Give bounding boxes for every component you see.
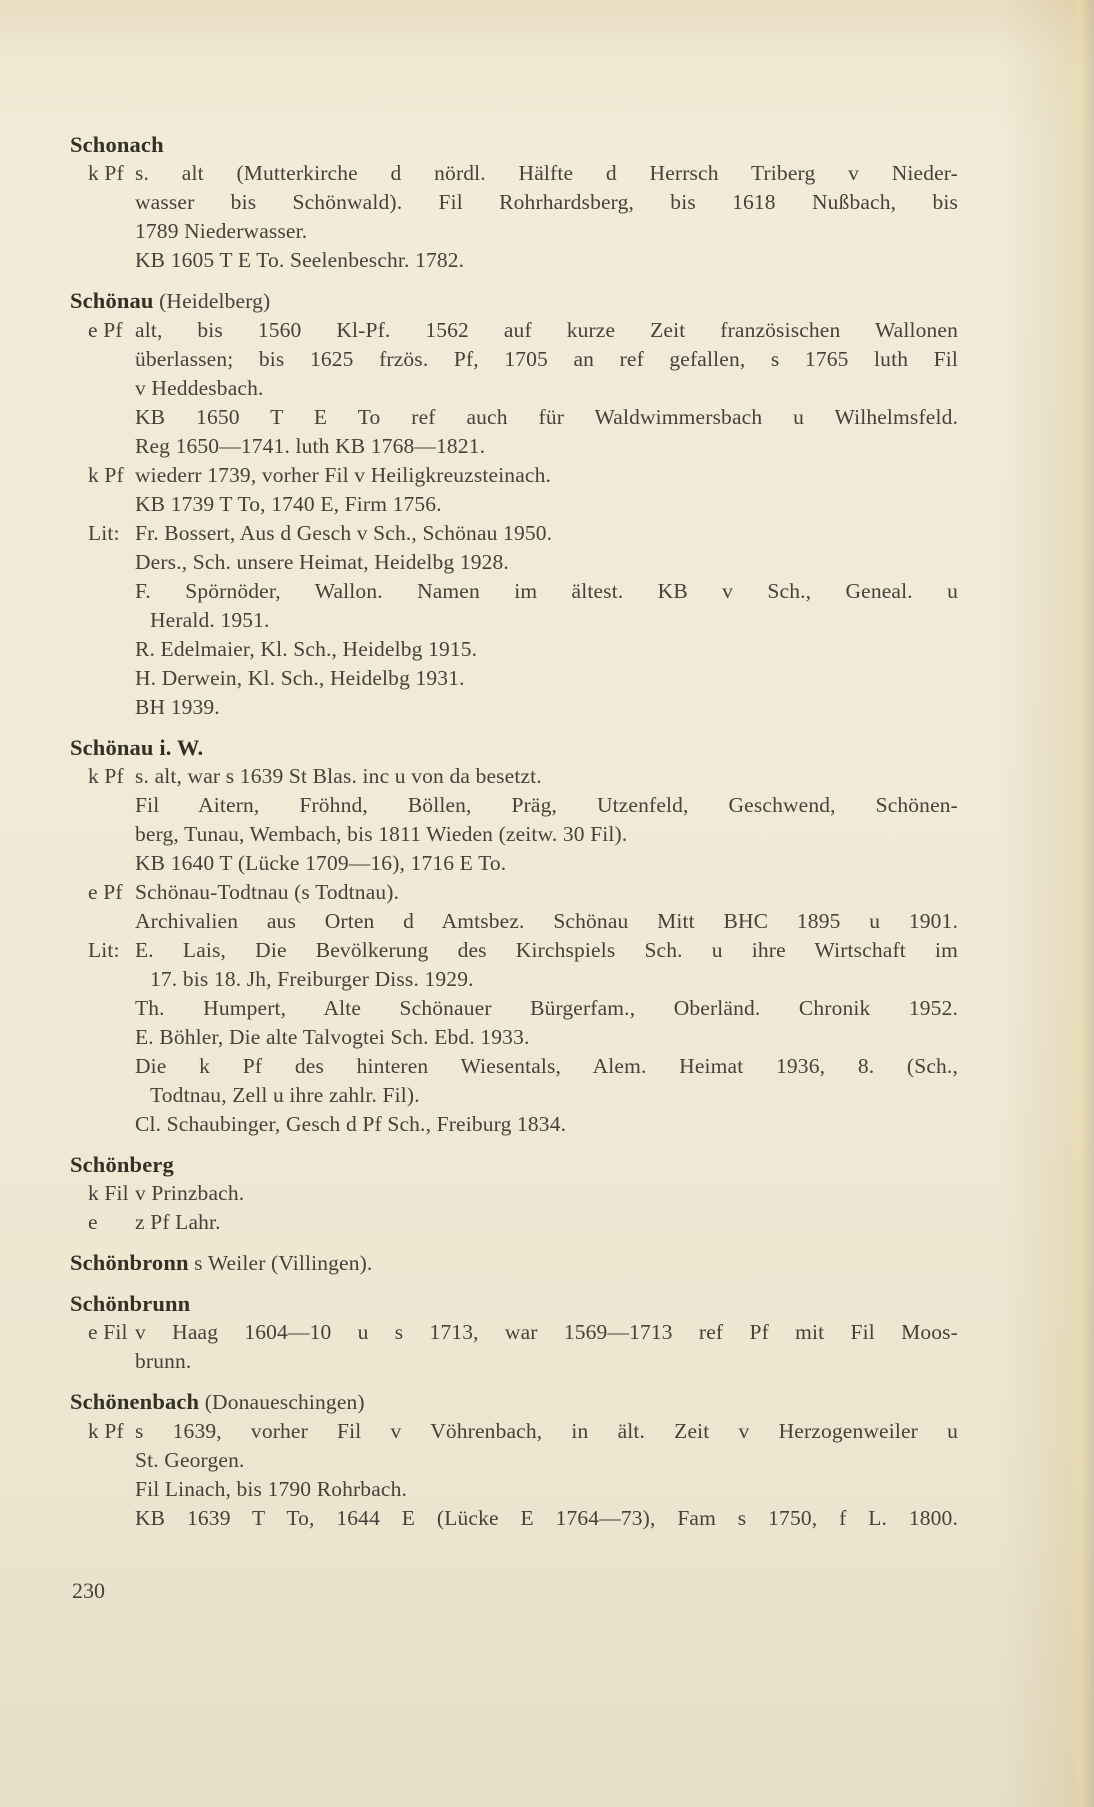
entry-row <box>70 878 958 936</box>
entry-line: 17. bis 18. Jh, Freiburger Diss. 1929. <box>150 967 474 991</box>
entry-label: k Pf <box>88 1419 124 1443</box>
entry-line: v Heddesbach. <box>135 376 264 400</box>
entry-line: Die k Pf des hinteren Wiesentals, Alem. Heimat 1936, 8. (Sch., <box>135 1054 958 1078</box>
entry-line: s 1639, vorher Fil v Vöhrenbach, in ält. Zeit v Herzogenweiler u <box>135 1419 958 1443</box>
page-content <box>70 130 958 1533</box>
entry-row <box>70 159 958 275</box>
entry-name: Schönau <box>70 288 154 313</box>
page-number: 230 <box>72 1578 105 1603</box>
entry-label: k Pf <box>88 161 124 185</box>
entry-row <box>70 316 958 461</box>
entry-label: k Pf <box>88 764 124 788</box>
entry <box>70 130 958 275</box>
entry-name: Schönau i. W. <box>70 735 204 760</box>
entry-line: H. Derwein, Kl. Sch., Heidelbg 1931. <box>135 666 465 690</box>
entry-heading <box>70 130 958 159</box>
entry-line: KB 1605 T E To. Seelenbeschr. 1782. <box>135 248 465 272</box>
entry-lines <box>135 1179 958 1208</box>
entry-label: e <box>88 1210 98 1234</box>
entry-line: Archivalien aus Orten d Amtsbez. Schönau Mitt BHC 1895 u 1901. <box>135 909 958 933</box>
entry-lines <box>135 878 958 936</box>
entry-label: e Pf <box>88 318 123 342</box>
entry-name: Schönberg <box>70 1152 174 1177</box>
entry-heading <box>70 1289 958 1318</box>
entry <box>70 1150 958 1237</box>
entry-qualifier: (Donaueschingen) <box>199 1390 365 1414</box>
entry-lines <box>135 316 958 461</box>
entry-lines <box>135 1208 958 1237</box>
entry-heading <box>70 733 958 762</box>
entry-label: Lit: <box>88 938 120 962</box>
entry-lines <box>135 159 958 275</box>
entry-row <box>70 461 958 519</box>
entry-line: Cl. Schaubinger, Gesch d Pf Sch., Freiburg 1834. <box>135 1112 567 1136</box>
entry-name: Schönbronn <box>70 1250 189 1275</box>
entry-qualifier: (Heidelberg) <box>153 289 271 313</box>
entry-lines <box>135 1417 958 1533</box>
entry-line: R. Edelmaier, Kl. Sch., Heidelbg 1915. <box>135 637 478 661</box>
entry-line: Reg 1650—1741. luth KB 1768—1821. <box>135 434 486 458</box>
entry <box>70 1248 958 1278</box>
entry-row <box>70 762 958 878</box>
entry-line: wasser bis Schönwald). Fil Rohrhardsberg, bis 1618 Nußbach, bis <box>135 190 958 214</box>
entry-line: KB 1639 T To, 1644 E (Lücke E 1764—73), Fam s 1750, f L. 1800. <box>135 1506 958 1530</box>
entry-lines <box>135 762 958 878</box>
entry-heading <box>70 1387 958 1417</box>
entry-row <box>70 519 958 722</box>
entry-line: s. alt (Mutterkirche d nördl. Hälfte d Herrsch Triberg v Nieder- <box>135 161 958 185</box>
entry <box>70 286 958 722</box>
entry-line: wiederr 1739, vorher Fil v Heiligkreuzsteinach. <box>135 463 552 487</box>
entry-heading <box>70 286 958 316</box>
entry <box>70 1289 958 1376</box>
entry-heading <box>70 1150 958 1179</box>
entry-lines <box>135 519 958 722</box>
entry-label: e Fil <box>88 1320 128 1344</box>
entry-row <box>70 936 958 1139</box>
entry-line: Todtnau, Zell u ihre zahlr. Fil). <box>150 1083 420 1107</box>
entry-inline-text: s Weiler (Villingen). <box>188 1251 373 1275</box>
entry-line: Th. Humpert, Alte Schönauer Bürgerfam., Oberländ. Chronik 1952. <box>135 996 958 1020</box>
entry-label: Lit: <box>88 521 120 545</box>
entry-line: KB 1739 T To, 1740 E, Firm 1756. <box>135 492 442 516</box>
entry-row <box>70 1208 958 1237</box>
entry-line: Fr. Bossert, Aus d Gesch v Sch., Schönau 1950. <box>135 521 553 545</box>
entry-line: alt, bis 1560 Kl-Pf. 1562 auf kurze Zeit französischen Wallonen <box>135 318 958 342</box>
entry-lines <box>135 936 958 1139</box>
entry-label: e Pf <box>88 880 123 904</box>
entry-line: Herald. 1951. <box>150 608 270 632</box>
entry-row <box>70 1318 958 1376</box>
entry-lines <box>135 1318 958 1376</box>
entry-line: E. Böhler, Die alte Talvogtei Sch. Ebd. 1933. <box>135 1025 530 1049</box>
entry-line: St. Georgen. <box>135 1448 245 1472</box>
entry-line: brunn. <box>135 1349 192 1373</box>
entry-line: Ders., Sch. unsere Heimat, Heidelbg 1928. <box>135 550 509 574</box>
entry-line: Schönau-Todtnau (s Todtnau). <box>135 880 400 904</box>
entry-line: BH 1939. <box>135 695 220 719</box>
entry-label: k Pf <box>88 463 124 487</box>
entry-line: s. alt, war s 1639 St Blas. inc u von da besetzt. <box>135 764 542 788</box>
entry-label: k Fil <box>88 1181 129 1205</box>
entry-line: Fil Aitern, Fröhnd, Böllen, Präg, Utzenfeld, Geschwend, Schönen- <box>135 793 958 817</box>
entry-line: überlassen; bis 1625 frzös. Pf, 1705 an ref gefallen, s 1765 luth Fil <box>135 347 958 371</box>
entry-row <box>70 1179 958 1208</box>
entry-line: KB 1650 T E To ref auch für Waldwimmersbach u Wilhelmsfeld. <box>135 405 958 429</box>
entry <box>70 1387 958 1533</box>
entry-line: E. Lais, Die Bevölkerung des Kirchspiels Sch. u ihre Wirtschaft im <box>135 938 958 962</box>
entry-line: berg, Tunau, Wembach, bis 1811 Wieden (zeitw. 30 Fil). <box>135 822 628 846</box>
entry-line: KB 1640 T (Lücke 1709—16), 1716 E To. <box>135 851 507 875</box>
entry-line: v Prinzbach. <box>135 1181 245 1205</box>
entry-name: Schönenbach <box>70 1389 200 1414</box>
entry-line: Fil Linach, bis 1790 Rohrbach. <box>135 1477 408 1501</box>
entry-line: 1789 Niederwasser. <box>135 219 308 243</box>
entry-row <box>70 1417 958 1533</box>
entry-line: z Pf Lahr. <box>135 1210 221 1234</box>
entry-name: Schonach <box>70 132 164 157</box>
entry-heading <box>70 1248 958 1278</box>
entry-lines <box>135 461 958 519</box>
entry-line: F. Spörnöder, Wallon. Namen im ältest. KB v Sch., Geneal. u <box>135 579 958 603</box>
entry-line: v Haag 1604—10 u s 1713, war 1569—1713 ref Pf mit Fil Moos- <box>135 1320 958 1344</box>
entry-name: Schönbrunn <box>70 1291 191 1316</box>
entry <box>70 733 958 1139</box>
